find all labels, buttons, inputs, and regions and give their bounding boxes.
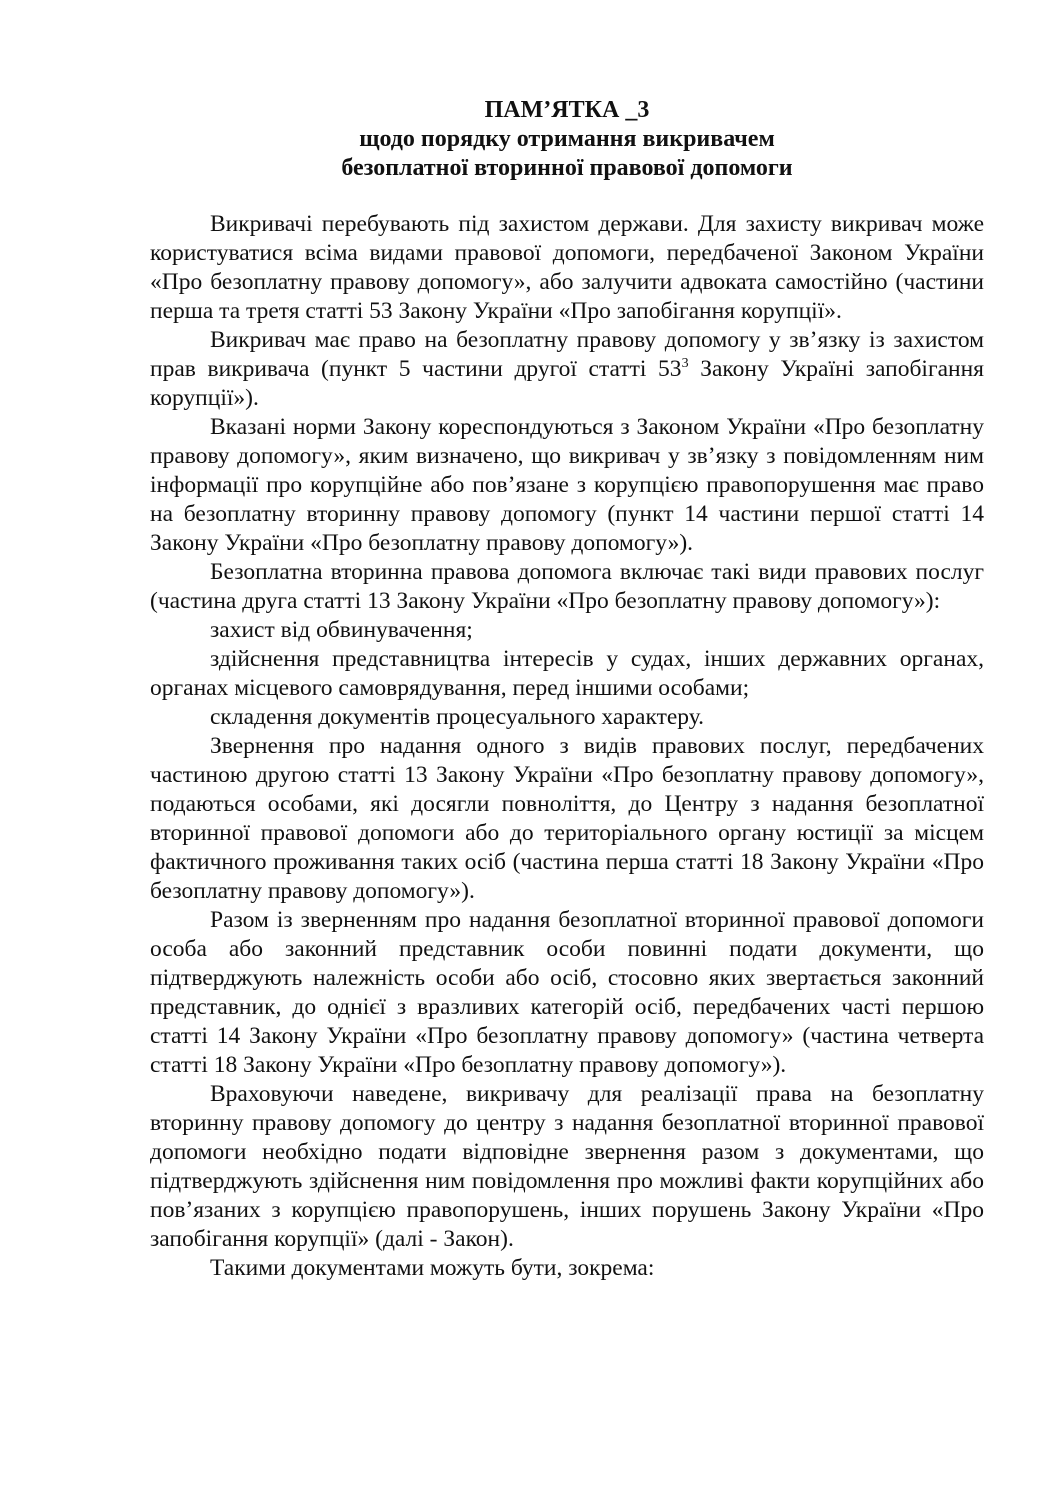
document-header [150, 96, 984, 183]
paragraph-services-list-intro: Безоплатна вторинна правова допомога включає такі види правових послуг (частина друга статті 13 Закону України «Про безоплатну правову допомогу»): [150, 559, 984, 614]
document-title: ПАМ’ЯТКА _3 [484, 97, 650, 123]
article-superscript: 3 [681, 356, 689, 372]
paragraph-whistleblower-protection: Викривачі перебувають під захистом держави. Для захисту викривач може користуватися всіма видами правової допомоги, передбаченої Законом України «Про безоплатну правову допомогу», або залучити адвоката самостійно (частини перша та третя статті 53 Закону України «Про запобігання корупції». [150, 211, 984, 324]
list-item-representation: здійснення представництва інтересів у судах, інших державних органах, органах місцевого самоврядування, перед іншими особами; [150, 646, 984, 701]
paragraph-right-to-legal-aid-text: Викривач має право на безоплатну правову допомогу у зв’язку із захистом прав викривача (пункт 5 частини другої статті 53 [150, 327, 984, 382]
paragraph-application-submission: Звернення про надання одного з видів правових послуг, передбачених частиною другою статті 13 Закону України «Про безоплатну правову допомогу», подаються особами, які досягли повноліття, до Центру з надання безоплатної вторинної правової допомоги або до територіального органу юстиції за місцем фактичного проживання таких осіб (частина перша статті 18 Закону України «Про безоплатну правову допомогу»). [150, 733, 984, 904]
document-body [150, 210, 984, 1283]
paragraph-right-to-legal-aid [150, 326, 984, 413]
document-subtitle-line-2: безоплатної вторинної правової допомоги [341, 155, 793, 181]
paragraph-considering-above: Враховуючи наведене, викривачу для реалізації права на безоплатну вторинну правову допомогу до центру з надання безоплатної вторинної правової допомоги необхідно подати відповідне звернення разом з документами, що підтверджують здійснення ним повідомлення про можливі факти корупційних або пов’язаних з корупцією правопорушень, інших порушень Закону України «Про запобігання корупції» (далі - Закон). [150, 1081, 984, 1252]
paragraph-law-correspondence: Вказані норми Закону кореспондуються з Законом України «Про безоплатну правову допомогу», яким визначено, що викривач у зв’язку з повідомленням ним інформації про корупційне або пов’язане з корупцією правопорушення має право на безоплатну вторинну правову допомогу (пункт 14 частини першої статті 14 Закону України «Про безоплатну правову допомогу»). [150, 414, 984, 556]
paragraph-required-documents: Разом із зверненням про надання безоплатної вторинної правової допомоги особа або законний представник особи повинні подати документи, що підтверджують належність особи або осіб, стосовно яких звертається законний представник, до однієї з вразливих категорій осіб, передбачених часті першою статті 14 Закону України «Про безоплатну правову допомогу» (частина четверта статті 18 Закону України «Про безоплатну правову допомогу»). [150, 907, 984, 1078]
document-page [150, 96, 984, 1283]
paragraph-right-to-legal-aid-tail: Закону Україні запобігання корупції»). [150, 356, 984, 411]
document-subtitle-line-1: щодо порядку отримання викривачем [359, 126, 775, 152]
list-item-defense: захист від обвинувачення; [210, 617, 473, 643]
paragraph-such-documents: Такими документами можуть бути, зокрема: [210, 1255, 655, 1281]
list-item-documents: складення документів процесуального характеру. [210, 704, 704, 730]
